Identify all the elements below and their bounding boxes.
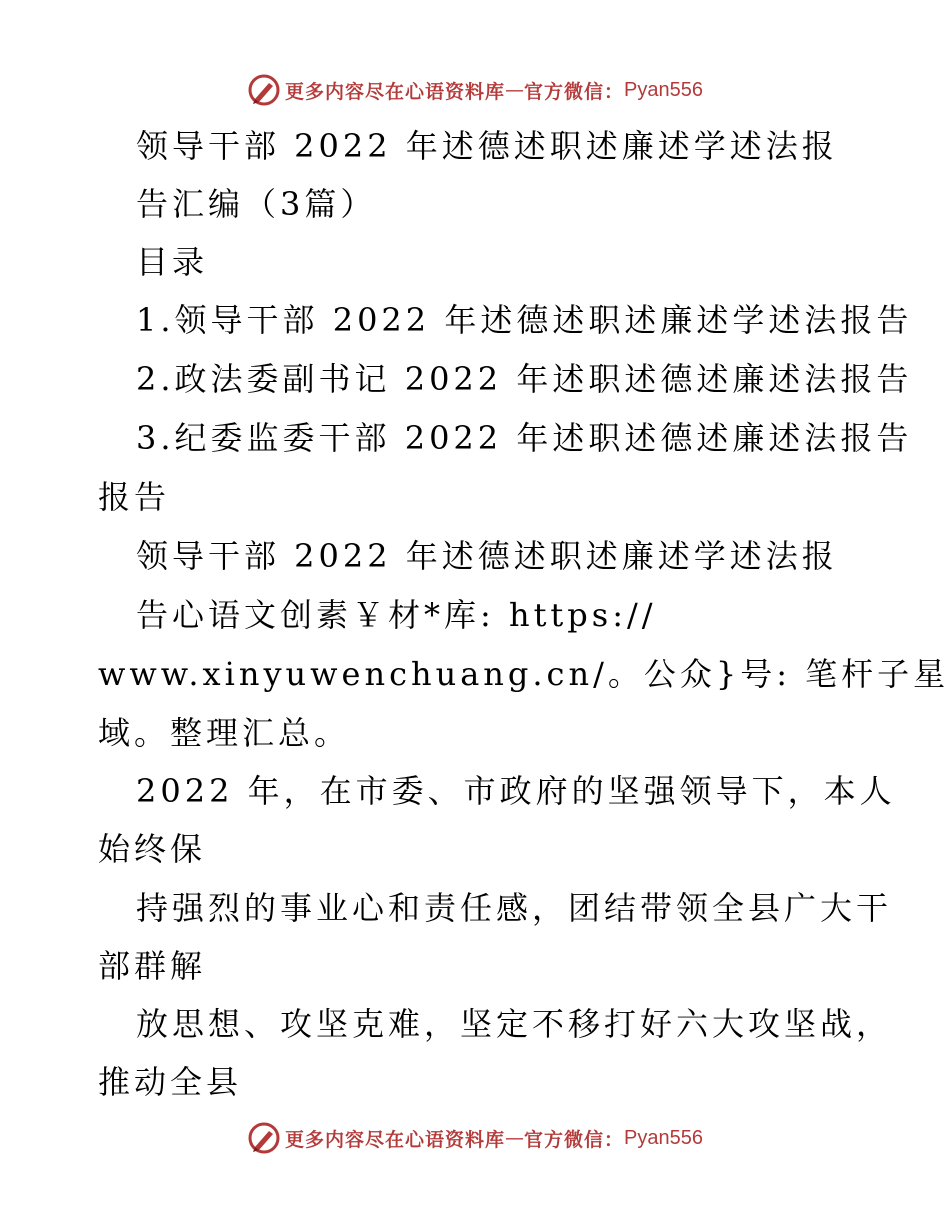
toc-item-3: 3.纪委监委干部 2022 年述职述德述廉述法报告 xyxy=(136,419,913,457)
banner-text: 更多内容尽在心语资料库 xyxy=(285,1128,506,1151)
paragraph-2-line-2: 部群解 xyxy=(98,947,207,985)
paragraph-1-line-2: 始终保 xyxy=(98,830,207,868)
banner-wechat-id: Pyan556 xyxy=(624,78,703,101)
paragraph-3-line-2: 推动全县 xyxy=(98,1063,243,1101)
section-title-line-3: www.xinyuwenchuang.cn/。公众}号: 笔杆子星 xyxy=(98,655,950,693)
header-banner xyxy=(0,70,950,110)
doc-title-line-2: 告汇编（3篇） xyxy=(136,185,377,223)
doc-title-line-1: 领导干部 2022 年述德述职述廉述学述法报 xyxy=(136,127,838,165)
paragraph-3-line-1: 放思想、攻坚克难，坚定不移打好六大攻坚战， xyxy=(136,1005,893,1043)
footer-banner xyxy=(0,1118,950,1158)
paragraph-1-line-1: 2022 年，在市委、市政府的坚强领导下，本人 xyxy=(136,772,896,810)
toc-item-2: 2.政法委副书记 2022 年述职述德述廉述法报告 xyxy=(136,360,913,398)
section-title-line-1: 领导干部 2022 年述德述职述廉述学述法报 xyxy=(136,537,838,575)
section-title-line-4: 域。整理汇总。 xyxy=(98,714,351,752)
toc-item-3-tail: 报告 xyxy=(98,478,171,516)
toc-item-1: 1.领导干部 2022 年述德述职述廉述学述法报告 xyxy=(136,301,913,339)
toc-heading: 目录 xyxy=(136,243,209,281)
paragraph-2-line-1: 持强烈的事业心和责任感，团结带领全县广大干 xyxy=(136,889,893,927)
banner-separator: — xyxy=(505,79,525,101)
banner-text: 更多内容尽在心语资料库 xyxy=(285,80,506,103)
section-title-line-2: 告心语文创素￥材*库: https:// xyxy=(136,596,657,634)
pen-logo-icon xyxy=(247,73,281,107)
banner-wechat-label: 官方微信： xyxy=(524,1128,625,1151)
banner-separator: — xyxy=(505,1127,525,1149)
banner-wechat-id: Pyan556 xyxy=(624,1126,703,1149)
banner-wechat-label: 官方微信： xyxy=(524,80,625,103)
pen-logo-icon xyxy=(247,1121,281,1155)
